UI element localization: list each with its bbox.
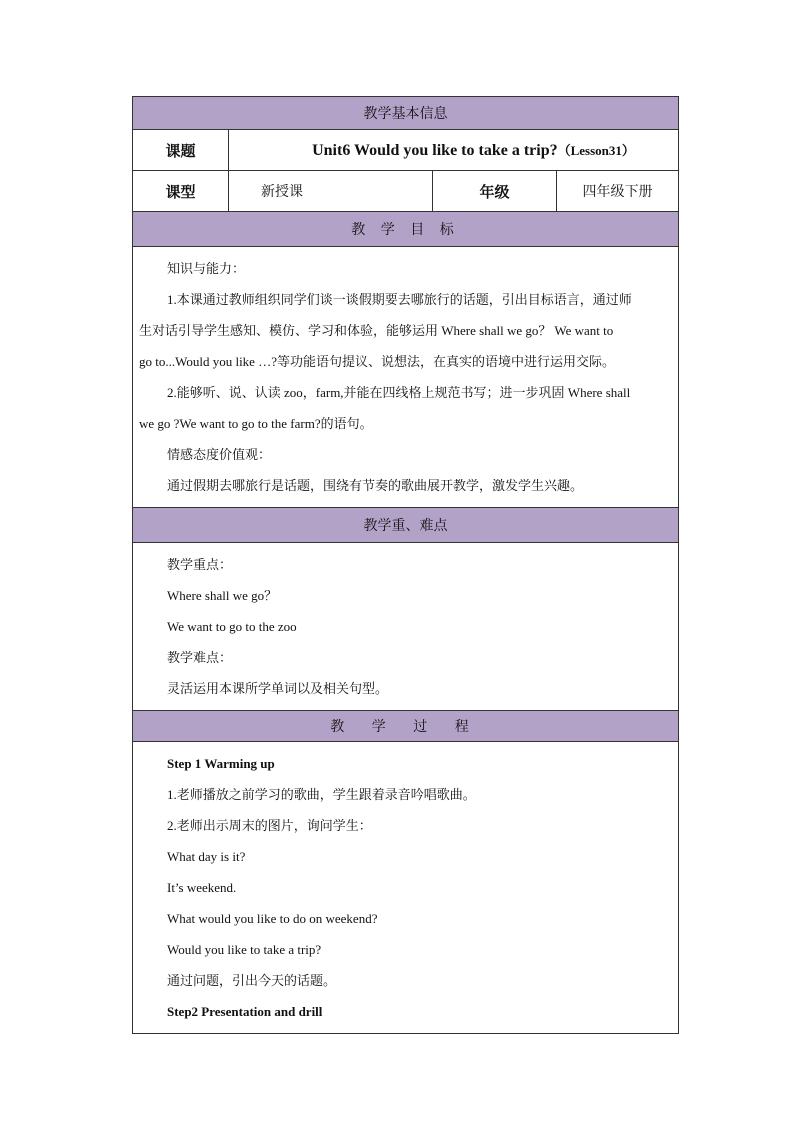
goal-2-line-2: we go ?We want to go to the farm?的语句。 [139,416,373,431]
goal-2-line-1: 2.能够听、说、认读 zoo，farm,并能在四线格上规范书写；进一步巩固 Where shall [167,385,631,400]
key-heading: 教学重点： [167,557,233,572]
goals-header: 教 学 目 标 [133,212,679,247]
lead-in-text: 通过问题，引出今天的话题。 [167,973,337,988]
lesson-plan-document [132,96,678,1034]
step-1-heading: Step 1 Warming up [167,756,275,771]
difficult-heading: 教学难点： [167,650,233,665]
question-3: What would you like to do on weekend? [167,911,378,926]
key-points-header: 教学重、难点 [133,508,679,543]
type-label: 课型 [133,171,229,212]
topic-title: Unit6 Would you like to take a trip? [312,142,558,159]
question-2: It’s weekend. [167,880,237,895]
key-points-body-row [133,543,679,711]
type-value: 新授课 [229,171,433,212]
attitude-text: 通过假期去哪旅行是话题，围绕有节奏的歌曲展开教学，激发学生兴趣。 [167,478,584,493]
type-grade-row [133,171,679,212]
process-header-row [133,711,679,742]
process-header: 教 学 过 程 [133,711,679,742]
topic-lesson: （Lesson31） [557,143,635,158]
basic-info-header: 教学基本信息 [133,97,679,130]
key-point-2: We want to go to the zoo [167,619,297,634]
goals-body-row [133,247,679,508]
step-2-heading: Step2 Presentation and drill [167,1004,323,1019]
topic-title-cell [229,130,679,171]
lesson-plan-table [132,96,679,1034]
topic-row [133,130,679,171]
process-body-row [133,742,679,1034]
key-point-1: Where shall we go？ [167,588,278,603]
basic-info-header-row [133,97,679,130]
question-4: Would you like to take a trip? [167,942,322,957]
attitude-heading: 情感态度价值观： [167,447,272,462]
goals-body [133,247,679,508]
knowledge-heading: 知识与能力： [167,261,246,276]
key-points-body [133,543,679,711]
process-body [133,742,679,1034]
question-1: What day is it? [167,849,246,864]
goal-1-line-2: 生对话引导学生感知、模仿、学习和体验，能够运用 Where shall we go？ We want to [139,323,614,338]
key-points-header-row [133,508,679,543]
topic-label: 课题 [133,130,229,171]
step-1-item-1: 1.老师播放之前学习的歌曲，学生跟着录音吟唱歌曲。 [167,787,476,802]
grade-label: 年级 [433,171,557,212]
difficult-text: 灵活运用本课所学单词以及相关句型。 [167,681,389,696]
goal-1-line-3: go to...Would you like …?等功能语句提议、说想法，在真实的语境中进行运用交际。 [139,354,615,369]
step-1-item-2: 2.老师出示周末的图片，询问学生： [167,818,372,833]
grade-value: 四年级下册 [557,171,679,212]
goal-1-line-1: 1.本课通过教师组织同学们谈一谈假期要去哪旅行的话题，引出目标语言，通过师 [167,292,632,307]
goals-header-row [133,212,679,247]
